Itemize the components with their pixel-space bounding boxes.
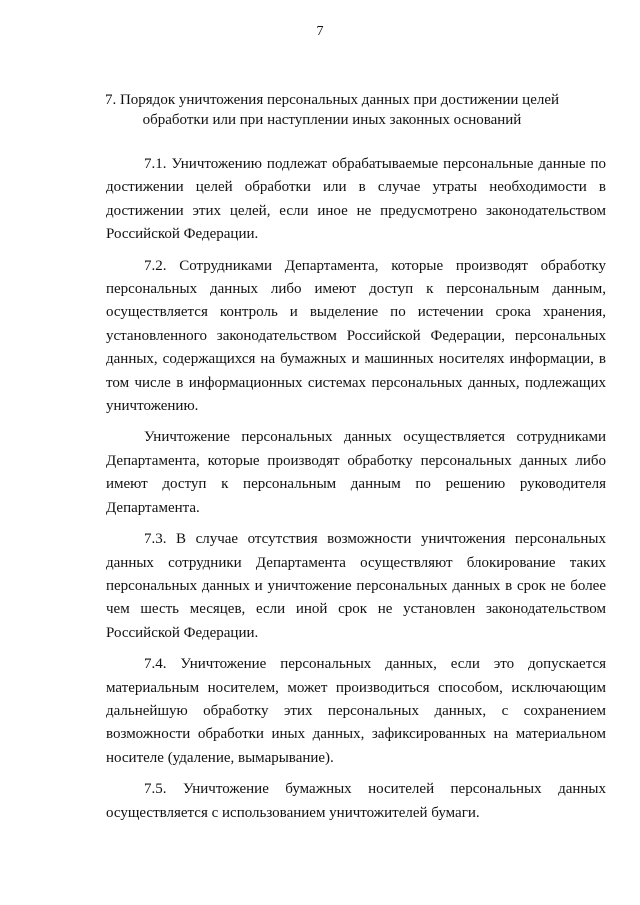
- page-number: 7: [316, 24, 324, 39]
- paragraph-7-2: 7.2. Сотрудниками Департамента, которые производят обработку персональных данных либо имеют доступ к персональным данным, осуществляется контроль и выделение по истечении срока хранения, установленного законодательством Российской Федерации, персональных данных, содержащихся на бумажных и машинных носителях информации, в том числе в информационных системах персональных данных, подлежащих уничтожению.: [106, 257, 606, 415]
- paragraph-7-5: 7.5. Уничтожение бумажных носителей персональных данных осуществляется с использованием уничтожителей бумаги.: [106, 781, 606, 821]
- section-title: 7. Порядок уничтожения персональных данных при достижении целей обработки или при наступлении иных законных оснований: [104, 92, 560, 128]
- paragraph-7-3: 7.3. В случае отсутствия возможности уничтожения персональных данных сотрудники Департамента осуществляют блокирование таких персональных данных и уничтожение персональных данных в срок не более чем шесть месяцев, если иной срок не установлен законодательством Российской Федерации.: [106, 531, 606, 641]
- paragraph-7-2-continuation: Уничтожение персональных данных осуществляется сотрудниками Департамента, которые производят обработку персональных данных либо имеют доступ к персональным данным по решению руководителя Департамента.: [106, 429, 606, 516]
- paragraph-7-4: 7.4. Уничтожение персональных данных, если это допускается материальным носителем, может производиться способом, исключающим дальнейшую обработку этих персональных данных, с сохранением возможности обработки иных данных, зафиксированных на материальном носителе (удаление, вымарывание).: [106, 656, 606, 766]
- section-body: [106, 153, 606, 825]
- paragraph-7-1: 7.1. Уничтожению подлежат обрабатываемые персональные данные по достижении целей обработки или в случае утраты необходимости в достижении этих целей, если иное не предусмотрено законодательством Российской Федерации.: [106, 156, 606, 243]
